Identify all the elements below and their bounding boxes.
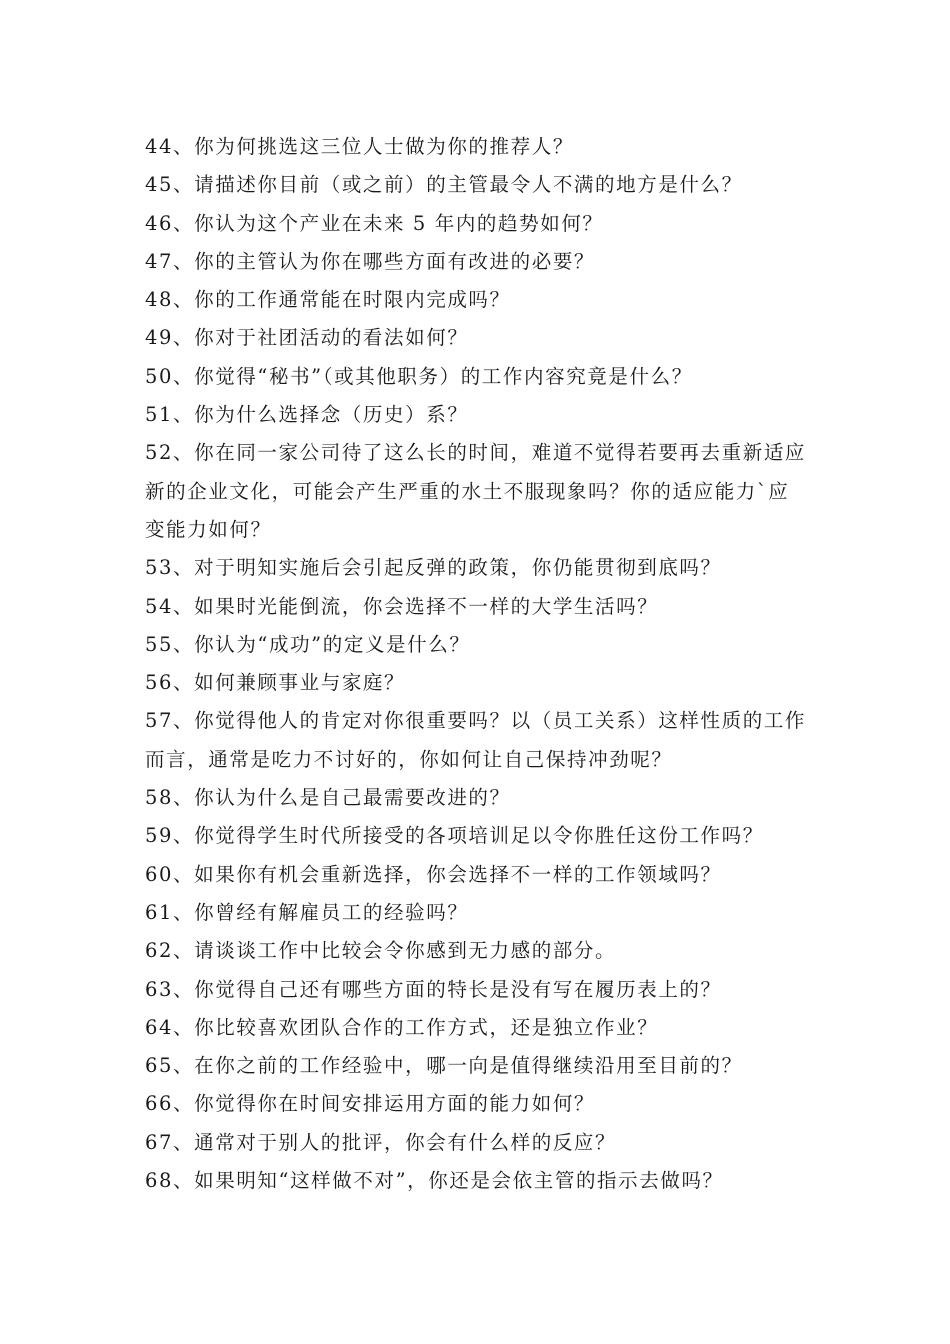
question-item: 56、如何兼顾事业与家庭？ bbox=[145, 671, 406, 695]
question-item: 67、通常对于别人的批评，你会有什么样的反应？ bbox=[145, 1130, 617, 1154]
question-item: 66、你觉得你在时间安排运用方面的能力如何？ bbox=[145, 1092, 596, 1116]
question-list bbox=[145, 128, 810, 1200]
question-item: 68、如果明知“这样做不对”，你还是会依主管的指示去做吗？ bbox=[145, 1169, 724, 1193]
question-item: 63、你觉得自己还有哪些方面的特长是没有写在履历表上的？ bbox=[145, 977, 722, 1001]
question-item: 50、你觉得“秘书”（或其他职务）的工作内容究竟是什么？ bbox=[145, 364, 693, 388]
question-item: 47、你的主管认为你在哪些方面有改进的必要？ bbox=[145, 249, 596, 273]
question-item: 65、在你之前的工作经验中，哪一向是值得继续沿用至目前的？ bbox=[145, 1054, 743, 1078]
question-item: 64、你比较喜欢团队合作的工作方式，还是独立作业？ bbox=[145, 1015, 659, 1039]
question-item: 48、你的工作通常能在时限内完成吗？ bbox=[145, 288, 511, 312]
question-item: 57、你觉得他人的肯定对你很重要吗？以（员工关系）这样性质的工作而言，通常是吃力不讨好的，你如何让自己保持冲劲呢？ bbox=[145, 709, 807, 771]
question-item: 53、对于明知实施后会引起反弹的政策，你仍能贯彻到底吗？ bbox=[145, 556, 722, 580]
question-item: 45、请描述你目前（或之前）的主管最令人不满的地方是什么？ bbox=[145, 173, 743, 197]
question-item: 61、你曾经有解雇员工的经验吗？ bbox=[145, 900, 469, 924]
question-item: 59、你觉得学生时代所接受的各项培训足以令你胜任这份工作吗？ bbox=[145, 824, 764, 848]
question-item: 58、你认为什么是自己最需要改进的？ bbox=[145, 786, 511, 810]
question-item: 60、如果你有机会重新选择，你会选择不一样的工作领域吗？ bbox=[145, 862, 722, 886]
question-item: 44、你为何挑选这三位人士做为你的推荐人？ bbox=[145, 135, 574, 158]
question-item: 51、你为什么选择念（历史）系？ bbox=[145, 403, 469, 427]
question-item: 49、你对于社团活动的看法如何？ bbox=[145, 326, 469, 350]
question-item: 46、你认为这个产业在未来 5 年内的趋势如何？ bbox=[145, 211, 604, 235]
question-item: 54、如果时光能倒流，你会选择不一样的大学生活吗？ bbox=[145, 594, 659, 618]
question-item: 62、请谈谈工作中比较会令你感到无力感的部分。 bbox=[145, 939, 617, 963]
question-item: 52、你在同一家公司待了这么长的时间，难道不觉得若要再去重新适应新的企业文化，可能会产生严重的水土不服现象吗？你的适应能力`应变能力如何？ bbox=[145, 441, 807, 541]
question-item: 55、你认为“成功”的定义是什么？ bbox=[145, 632, 471, 656]
